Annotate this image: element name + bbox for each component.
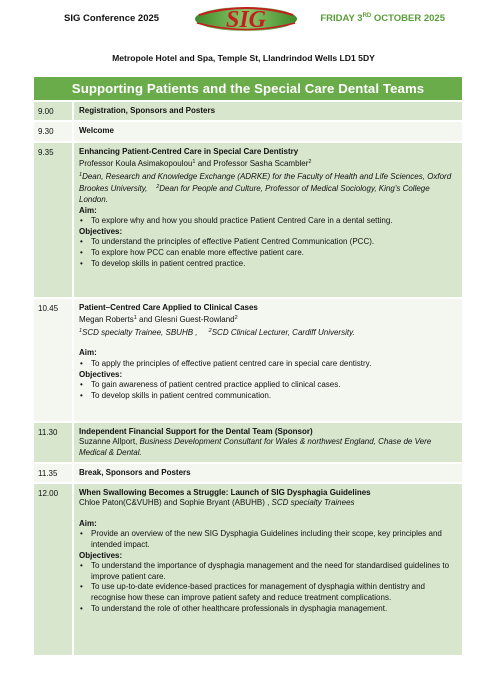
session-title: Independent Financial Support for the Dental Team (Sponsor) [79, 426, 313, 436]
list-item: • To understand the principles of effective Patient Centred Communication (PCC). [79, 237, 456, 248]
session-time: 9.00 [33, 101, 73, 121]
speaker-affiliations: $^1$SCD specialty Trainee, SBUHB , $^2$SCD Clinical Lecturer, Cardiff University. [79, 327, 355, 337]
session-time: 11.35 [33, 463, 73, 483]
conference-name: SIG Conference 2025 [64, 13, 160, 24]
session-title: Enhancing Patient-Centred Care in Special Care Dentistry [79, 146, 299, 156]
list-item: • To develop skills in patient centred practice. [79, 259, 456, 270]
session-content [73, 142, 463, 298]
list-item: • Provide an overview of the new SIG Dysphagia Guidelines including their scope, key principles and intended impact. [79, 529, 456, 550]
list-item: • To explore why and how you should practice Patient Centred Care in a dental setting. [79, 216, 456, 227]
session-content [73, 422, 463, 463]
aim-label: Aim: [79, 348, 97, 358]
speaker-affiliations: $^1$Dean, Research and Knowledge Exchange (ADRKE) for the Faculty of Health and Life Sciences, Oxford Brookes University, $^2$Dean for People and Culture, Professor of Medical Sociology, King's College London. [79, 171, 452, 204]
table-row [33, 463, 463, 483]
session-content [73, 483, 463, 656]
aim-list [79, 529, 456, 550]
session-content [73, 121, 463, 142]
session-title: Welcome [79, 125, 114, 135]
objectives-list [79, 561, 456, 614]
conference-date: FRIDAY 3RD OCTOBER 2025 [320, 13, 445, 24]
session-title: Registration, Sponsors and Posters [79, 106, 216, 115]
table-row [33, 142, 463, 298]
page-header [0, 0, 487, 36]
programme-table [32, 75, 464, 657]
session-time: 12.00 [33, 483, 73, 656]
table-row [33, 298, 463, 422]
session-title: When Swallowing Becomes a Struggle: Launch of SIG Dysphagia Guidelines [79, 487, 371, 497]
session-time: 11.30 [33, 422, 73, 463]
sig-logo [193, 3, 299, 33]
session-content [73, 298, 463, 422]
aim-label: Aim: [79, 518, 97, 528]
table-row [33, 121, 463, 142]
objectives-label: Objectives: [79, 369, 123, 379]
session-speakers: Chloe Paton(C&VUHB) and Sophie Bryant (ABUHB) , SCD specialty Trainees [79, 498, 355, 508]
objectives-list [79, 380, 456, 401]
logo-text: SIG [225, 7, 267, 33]
aim-label: Aim: [79, 205, 97, 215]
objectives-list [79, 237, 456, 269]
aim-list [79, 359, 456, 370]
session-content [73, 463, 463, 483]
table-row [33, 101, 463, 121]
list-item: • To develop skills in patient centred communication. [79, 391, 456, 402]
session-time: 9.30 [33, 121, 73, 142]
programme-title: Supporting Patients and the Special Care Dental Teams [33, 76, 463, 101]
title-row [33, 76, 463, 101]
list-item: • To understand the importance of dysphagia management and the need for standardised guidelines to improve patient care. [79, 561, 456, 582]
list-item: • To use up-to-date evidence-based practices for management of dysphagia within dentistry and recognise how these can improve patient safety and reduce treatment complications. [79, 582, 456, 603]
aim-list [79, 216, 456, 227]
table-row [33, 483, 463, 656]
objectives-label: Objectives: [79, 550, 123, 560]
session-time: 9.35 [33, 142, 73, 298]
table-row [33, 422, 463, 463]
session-title: Break, Sponsors and Posters [79, 467, 191, 477]
session-title: Patient–Centred Care Applied to Clinical Cases [79, 302, 258, 312]
venue-address: Metropole Hotel and Spa, Temple St, Llandrindod Wells LD1 5DY [112, 53, 375, 63]
list-item: • To apply the principles of effective patient centred care in special care dentistry. [79, 359, 456, 370]
objectives-label: Objectives: [79, 226, 123, 236]
session-speakers: Suzanne Allport, Business Development Consultant for Wales & northwest England, Chase de Vere Medical & Dental. [79, 437, 432, 457]
session-time: 10.45 [33, 298, 73, 422]
list-item: • To understand the role of other healthcare professionals in dysphagia management. [79, 604, 456, 615]
list-item: • To gain awareness of patient centred practice applied to clinical cases. [79, 380, 456, 391]
session-speakers: Megan Roberts$^1$ and Glesni Guest-Rowland$^2$ [79, 315, 238, 325]
session-speakers: Professor Koula Asimakopoulou$^1$ and Professor Sasha Scambler$^2$ [79, 159, 312, 169]
session-content [73, 101, 463, 121]
list-item: • To explore how PCC can enable more effective patient care. [79, 248, 456, 259]
